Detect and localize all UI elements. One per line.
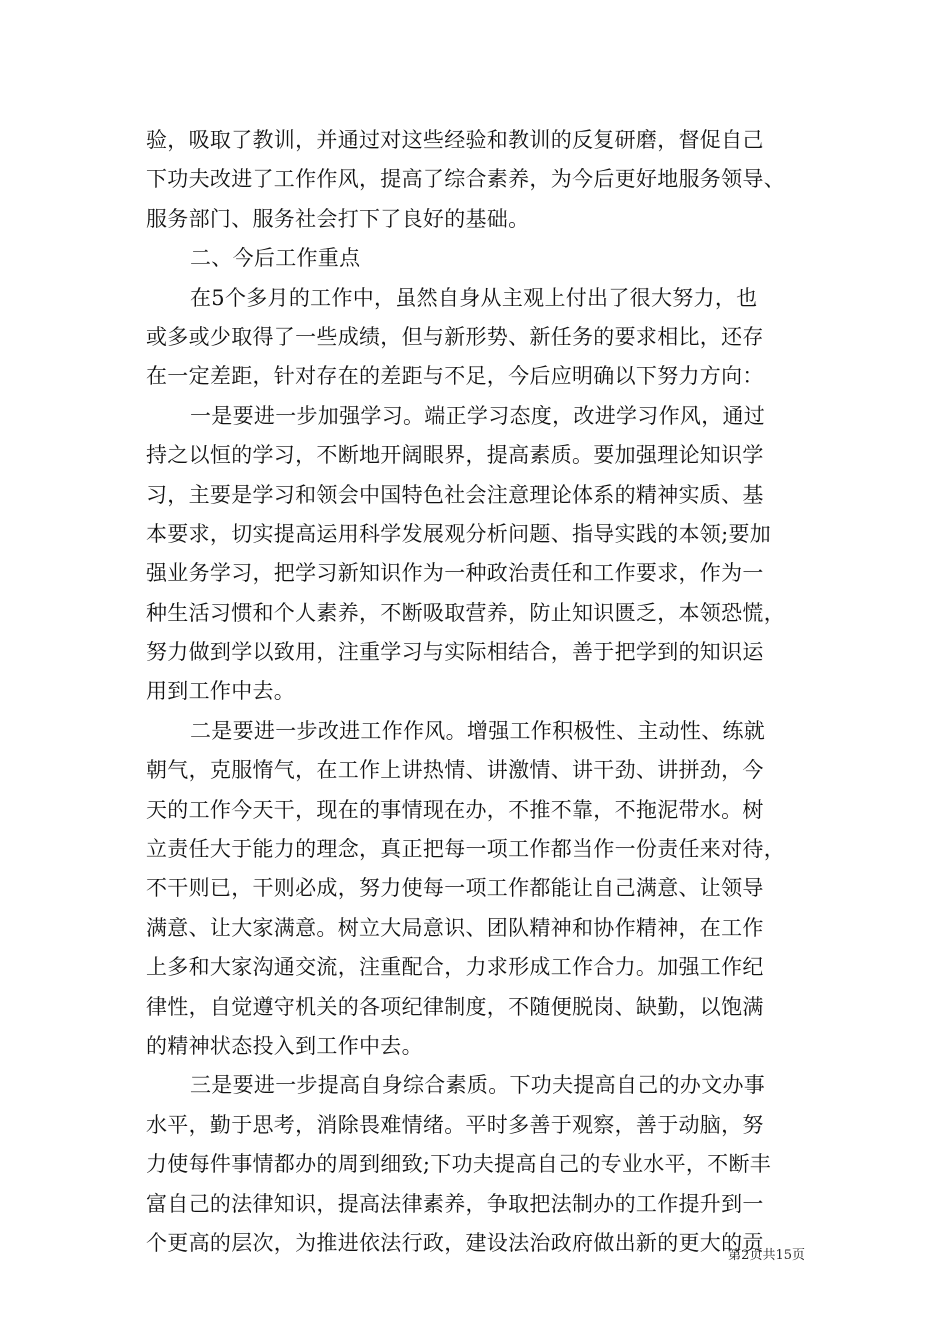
text-line: 习，主要是学习和领会中国特色社会注意理论体系的精神实质、基 [146,482,764,507]
text-line: 一是要进一步加强学习。端正学习态度，改进学习作风，通过 [190,403,766,428]
text-line: 个更高的层次，为推进依法行政，建设法治政府做出新的更大的贡 [146,1230,764,1255]
text-line: 朝气，克服惰气，在工作上讲热情、讲激情、讲干劲、讲拼劲，今 [146,758,764,783]
text-line: 持之以恒的学习，不断地开阔眼界，提高素质。要加强理论知识学 [146,443,764,468]
page-number: 第2页共15页 [728,1248,805,1263]
text-line: 在5个多月的工作中，虽然自身从主观上付出了很大努力，也 [190,285,758,310]
text-line: 富自己的法律知识，提高法律素养，争取把法制办的工作提升到一 [146,1191,764,1216]
text-line: 律性，自觉遵守机关的各项纪律制度，不随便脱岗、缺勤，以饱满 [146,994,764,1019]
text-line: 的精神状态投入到工作中去。 [146,1033,423,1058]
text-line: 在一定差距，针对存在的差距与不足，今后应明确以下努力方向： [146,364,764,389]
text-line: 不干则已，干则必成，努力使每一项工作都能让自己满意、让领导 [146,876,764,901]
text-line: 力使每件事情都办的周到细致;下功夫提高自己的专业水平，不断丰 [146,1152,772,1177]
text-line: 强业务学习，把学习新知识作为一种政治责任和工作要求，作为一 [146,561,764,586]
text-line: 水平，勤于思考，消除畏难情绪。平时多善于观察，善于动脑，努 [146,1112,764,1137]
text-line: 或多或少取得了一些成绩，但与新形势、新任务的要求相比，还存 [146,324,764,349]
text-line: 二、今后工作重点 [190,246,361,271]
text-line: 二是要进一步改进工作作风。增强工作积极性、主动性、练就 [190,718,766,743]
body-text [146,121,806,1263]
text-line: 立责任大于能力的理念，真正把每一项工作都当作一份责任来对待， [146,837,785,862]
text-line: 种生活习惯和个人素养，不断吸取营养，防止知识匮乏，本领恐慌， [146,600,785,625]
text-line: 用到工作中去。 [146,679,296,704]
text-line: 服务部门、服务社会打下了良好的基础。 [146,206,530,231]
text-line: 满意、让大家满意。树立大局意识、团队精神和协作精神，在工作 [146,915,764,940]
text-line: 三是要进一步提高自身综合素质。下功夫提高自己的办文办事 [190,1073,766,1098]
text-line: 努力做到学以致用，注重学习与实际相结合，善于把学到的知识运 [146,640,764,665]
text-line: 本要求，切实提高运用科学发展观分析问题、指导实践的本领;要加 [146,521,772,546]
text-line: 天的工作今天干，现在的事情现在办，不推不靠，不拖泥带水。树 [146,797,764,822]
text-line: 上多和大家沟通交流，注重配合，力求形成工作合力。加强工作纪 [146,955,764,980]
text-line: 验，吸取了教训，并通过对这些经验和教训的反复研磨，督促自己 [146,128,764,152]
text-line: 下功夫改进了工作作风，提高了综合素养，为今后更好地服务领导、 [146,167,785,192]
